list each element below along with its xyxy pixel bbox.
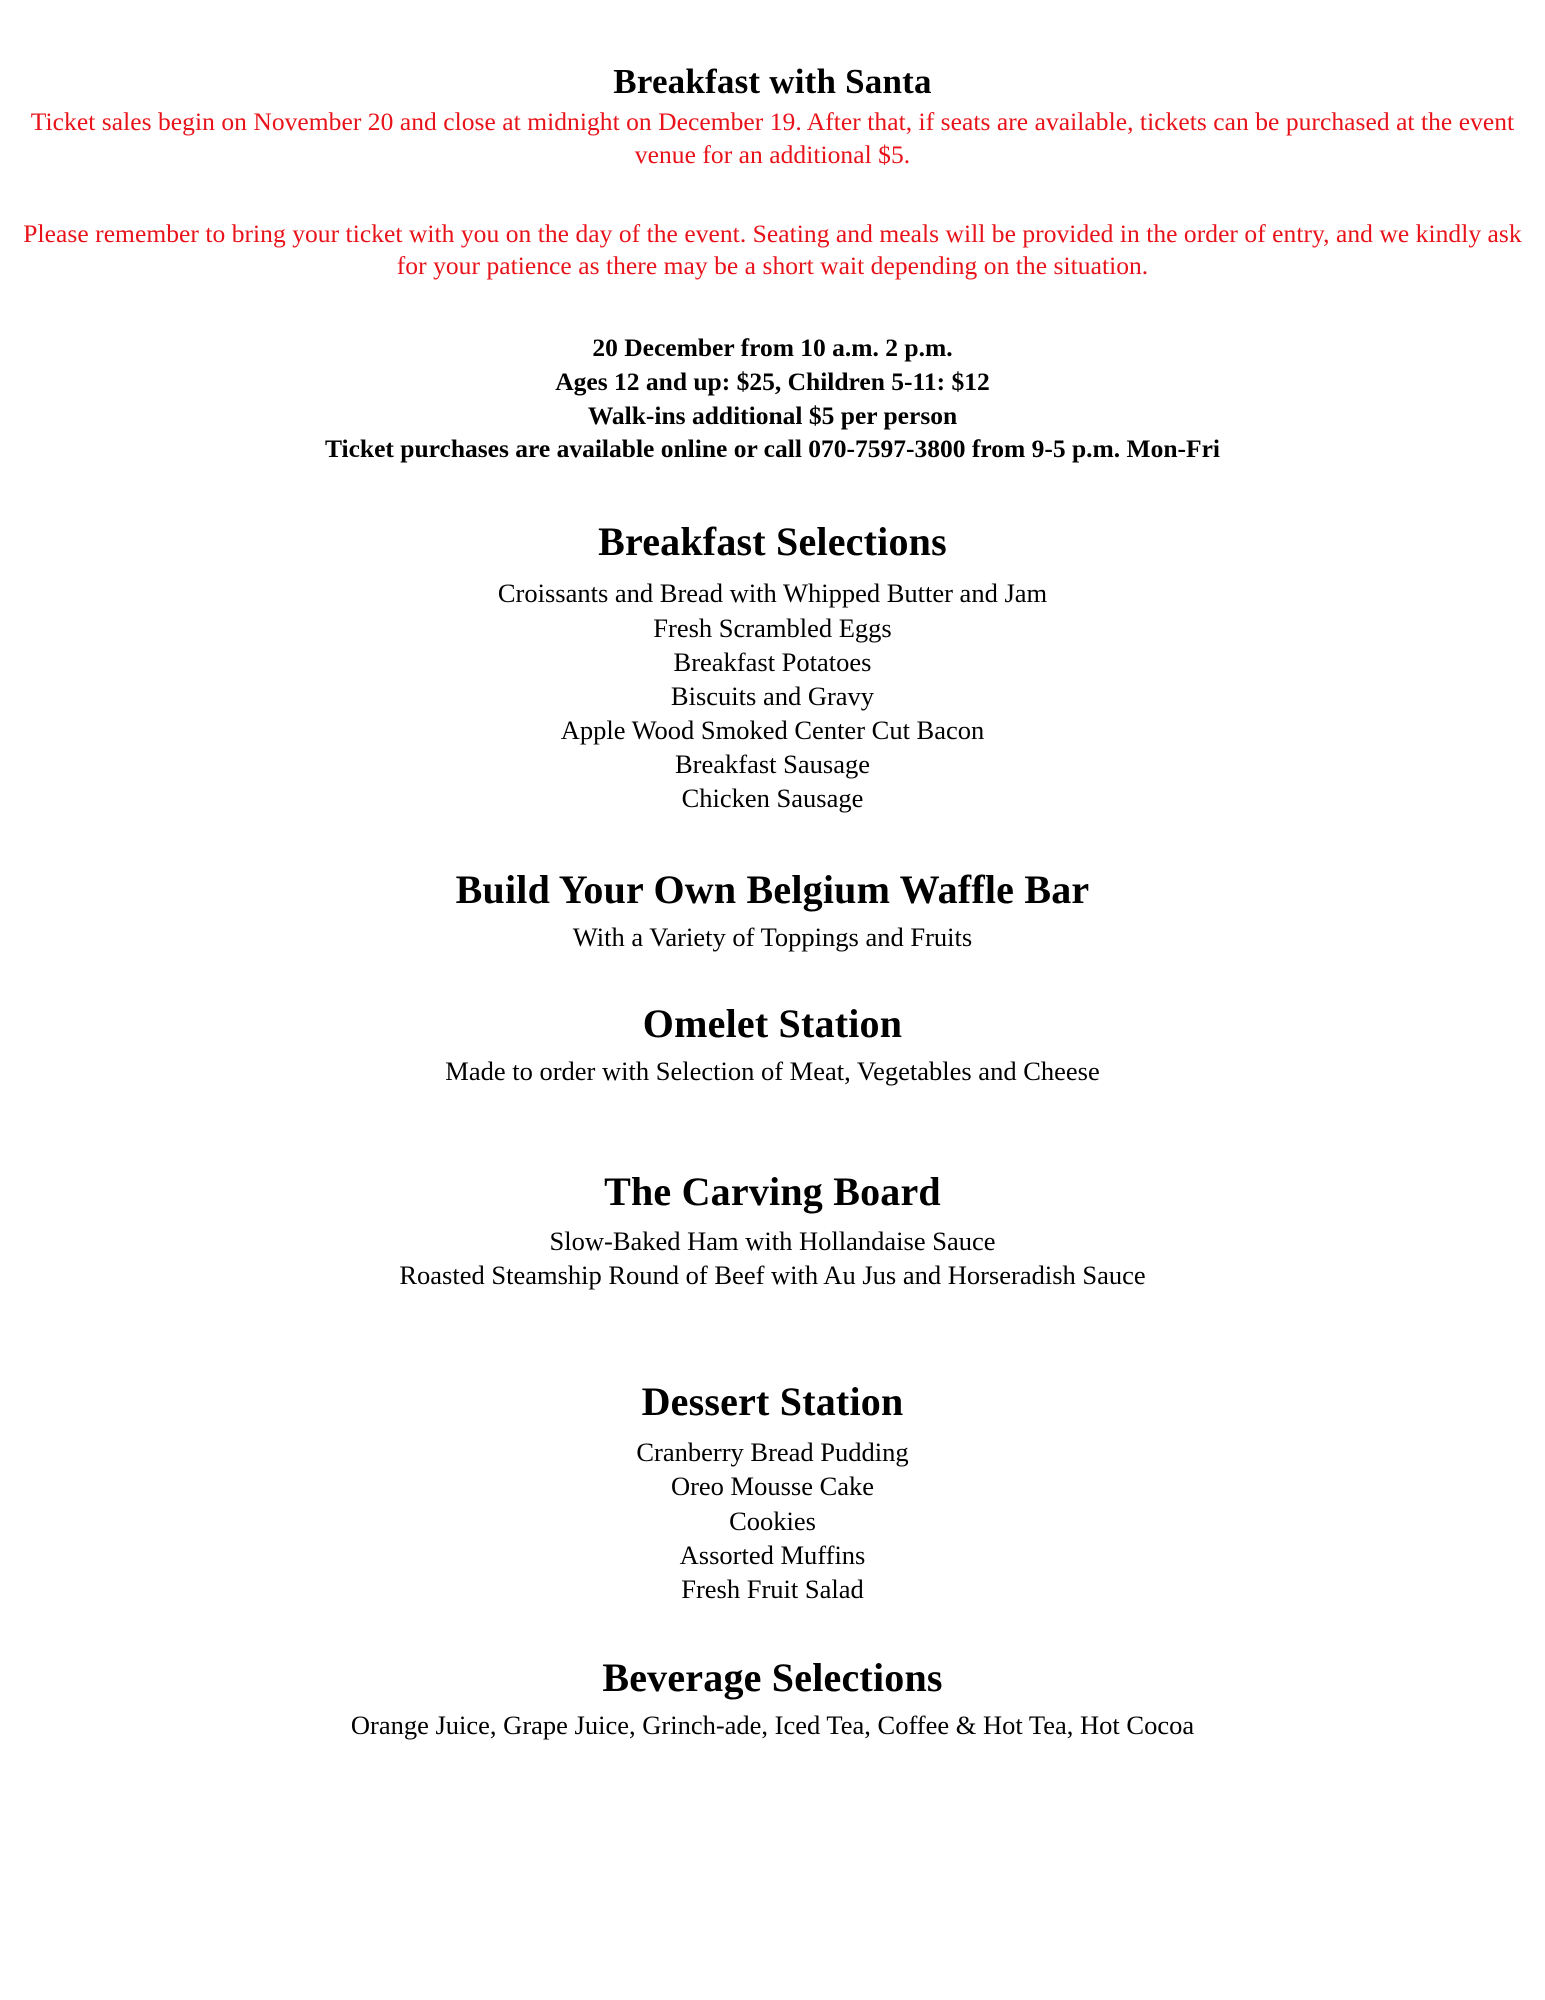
section-heading-carving-board: The Carving Board (604, 1168, 941, 1214)
ticket-sales-notice: Ticket sales begin on November 20 and close at midnight on December 19. After that, if seats are available, tickets can be purchased at the event venue for an additional $5. (30, 107, 1515, 169)
event-date-time: 20 December from 10 a.m. 2 p.m. (592, 332, 953, 362)
section-heading-waffle-bar: Build Your Own Belgium Waffle Bar (455, 866, 1090, 912)
event-walk-in-fee: Walk-ins additional $5 per person (587, 400, 958, 430)
event-details-block (0, 283, 1545, 467)
event-purchase-info: Ticket purchases are available online or call 070-7597-3800 from 9-5 p.m. Mon-Fri (324, 434, 1221, 464)
omelet-station-subtitle: Made to order with Selection of Meat, Vegetables and Cheese (445, 1055, 1100, 1086)
list-item: Breakfast Potatoes (673, 646, 872, 677)
section-carving-board (0, 1088, 1545, 1292)
list-item: Apple Wood Smoked Center Cut Bacon (560, 715, 985, 746)
section-heading-beverage-selections: Beverage Selections (602, 1655, 943, 1701)
event-pricing: Ages 12 and up: $25, Children 5-11: $12 (555, 366, 990, 396)
list-item: Croissants and Bread with Whipped Butter and Jam (497, 578, 1048, 609)
section-breakfast-selections (0, 466, 1545, 815)
list-item: Cookies (729, 1505, 816, 1536)
section-heading-breakfast: Breakfast Selections (598, 519, 947, 565)
list-item: Biscuits and Gravy (670, 680, 875, 711)
dessert-item-list (0, 1435, 1545, 1606)
section-omelet-station (0, 954, 1545, 1088)
page-title: Breakfast with Santa (613, 62, 932, 101)
carving-board-item-list (0, 1224, 1545, 1292)
section-beverage-selections (0, 1606, 1545, 1742)
section-heading-dessert-station: Dessert Station (641, 1379, 904, 1425)
section-heading-omelet-station: Omelet Station (642, 1000, 903, 1046)
list-item: Slow-Baked Ham with Hollandaise Sauce (549, 1225, 996, 1256)
list-item: Fresh Fruit Salad (681, 1573, 864, 1604)
list-item: Chicken Sausage (681, 783, 864, 814)
list-item: Breakfast Sausage (675, 749, 870, 780)
list-item: Cranberry Bread Pudding (636, 1437, 909, 1468)
list-item: Assorted Muffins (679, 1539, 866, 1570)
section-waffle-bar (0, 816, 1545, 954)
waffle-bar-subtitle: With a Variety of Toppings and Fruits (572, 921, 973, 952)
list-item: Fresh Scrambled Eggs (653, 612, 892, 643)
list-item: Roasted Steamship Round of Beef with Au Jus and Horseradish Sauce (399, 1260, 1146, 1291)
breakfast-item-list (0, 576, 1545, 815)
seating-notice: Please remember to bring your ticket with you on the day of the event. Seating and meals will be provided in the order of entry, and we kindly ask for your patience as there may be a short wait depending on the situation. (23, 218, 1522, 281)
list-item: Oreo Mousse Cake (670, 1471, 875, 1502)
section-dessert-station (0, 1292, 1545, 1606)
beverage-list: Orange Juice, Grape Juice, Grinch-ade, Iced Tea, Coffee & Hot Tea, Hot Cocoa (350, 1710, 1195, 1741)
